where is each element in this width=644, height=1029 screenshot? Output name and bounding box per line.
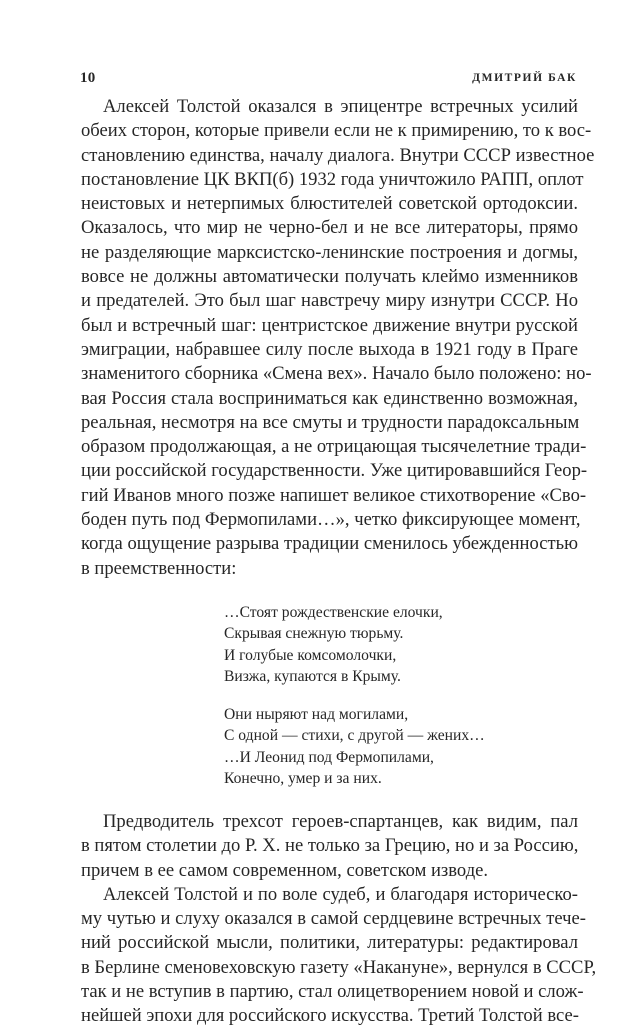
text-line: Алексей Толстой и по воле судеб, и благодаря историческо- [103, 883, 578, 905]
text-line: вовсе не должны автоматически получать клеймо изменников [81, 266, 578, 288]
poem-quotation [224, 602, 578, 790]
paragraph-1 [81, 95, 595, 581]
poem-line: Визжа, купаются в Крыму. [224, 668, 401, 686]
page-number: 10 [80, 69, 96, 86]
poem-stanza-1 [224, 602, 578, 688]
text-line: Предводитель трехсот героев-спартанцев, как видим, пал [103, 810, 578, 832]
text-line: знаменитого сборника «Смена вех». Начало было положено: но- [81, 363, 592, 385]
text-line: не разделяющие марксистско-ленинские построения и догмы, [81, 241, 578, 263]
poem-line: С одной — стихи, с другой — жених… [224, 727, 485, 745]
text-line: постановление ЦК ВКП(б) 1932 года уничтожило РАПП, оплот [81, 168, 584, 190]
running-title-author: ДМИТРИЙ БАК [472, 72, 577, 84]
text-line: неистовых и нетерпимых блюстителей советской ортодоксии. [81, 193, 578, 215]
poem-line: Они ныряют над могилами, [224, 705, 409, 723]
text-line: гий Иванов много позже напишет великое стихотворение «Сво- [81, 484, 587, 506]
text-line: боден путь под Фермопилами…», четко фиксирующее момент, [81, 509, 581, 531]
text-line: нейшей эпохи для российского искусства. Третий Толстой все- [81, 1005, 579, 1027]
text-line: ний российской мысли, политики, литературы: редактировал [81, 932, 578, 954]
poem-line: …И Леонид под Фермопилами, [224, 748, 434, 766]
poem-line: И голубые комсомолочки, [224, 646, 397, 664]
body-text [81, 95, 597, 1029]
text-line: становлению единства, началу диалога. Внутри СССР известное [81, 144, 595, 166]
text-line: му чутью и слуху оказался в самой сердцевине встречных тече- [81, 908, 586, 930]
poem-stanza-2 [224, 704, 578, 790]
text-line: причем в ее самом современном, советском изводе. [81, 859, 489, 881]
text-line: в преемственности: [81, 557, 237, 579]
text-line: обеих сторон, которые привели если не к примирению, то к вос- [81, 120, 592, 142]
text-line: вая Россия стала восприниматься как единственно возможная, [81, 387, 578, 409]
text-line: был и встречный шаг: центристское движение внутри русской [81, 314, 578, 336]
poem-line: …Стоят рождественские елочки, [224, 603, 443, 621]
running-head [80, 68, 577, 88]
text-line: в Берлине сменовеховскую газету «Накануне», вернулся в СССР, [81, 956, 597, 978]
text-line: и предателей. Это был шаг навстречу миру изнутри СССР. Но [81, 290, 578, 312]
text-line: ции российской государственности. Уже цитировавшийся Геор- [81, 460, 588, 482]
text-line: эмиграции, набравшее силу после выхода в 1921 году в Праге [81, 338, 578, 360]
text-line: в пятом столетии до Р. Х. не только за Грецию, но и за Россию, [81, 835, 579, 857]
text-line: реальная, несмотря на все смуты и трудности парадоксальным [81, 411, 580, 433]
text-line: образом продолжающая, а не отрицающая тысячелетние тради- [81, 436, 587, 458]
text-line: когда ощущение разрыва традиции сменилось убежденностью [81, 533, 578, 555]
poem-line: Скрывая снежную тюрьму. [224, 625, 404, 643]
poem-line: Конечно, умер и за них. [224, 770, 382, 788]
paragraph-3 [81, 883, 597, 1029]
text-line: так и не вступив в партию, стал олицетворением новой и слож- [81, 981, 584, 1003]
text-line: Алексей Толстой оказался в эпицентре встречных усилий [103, 96, 578, 117]
paragraph-2 [81, 810, 578, 883]
text-line: Оказалось, что мир не черно-бел и не все литераторы, прямо [81, 217, 578, 239]
